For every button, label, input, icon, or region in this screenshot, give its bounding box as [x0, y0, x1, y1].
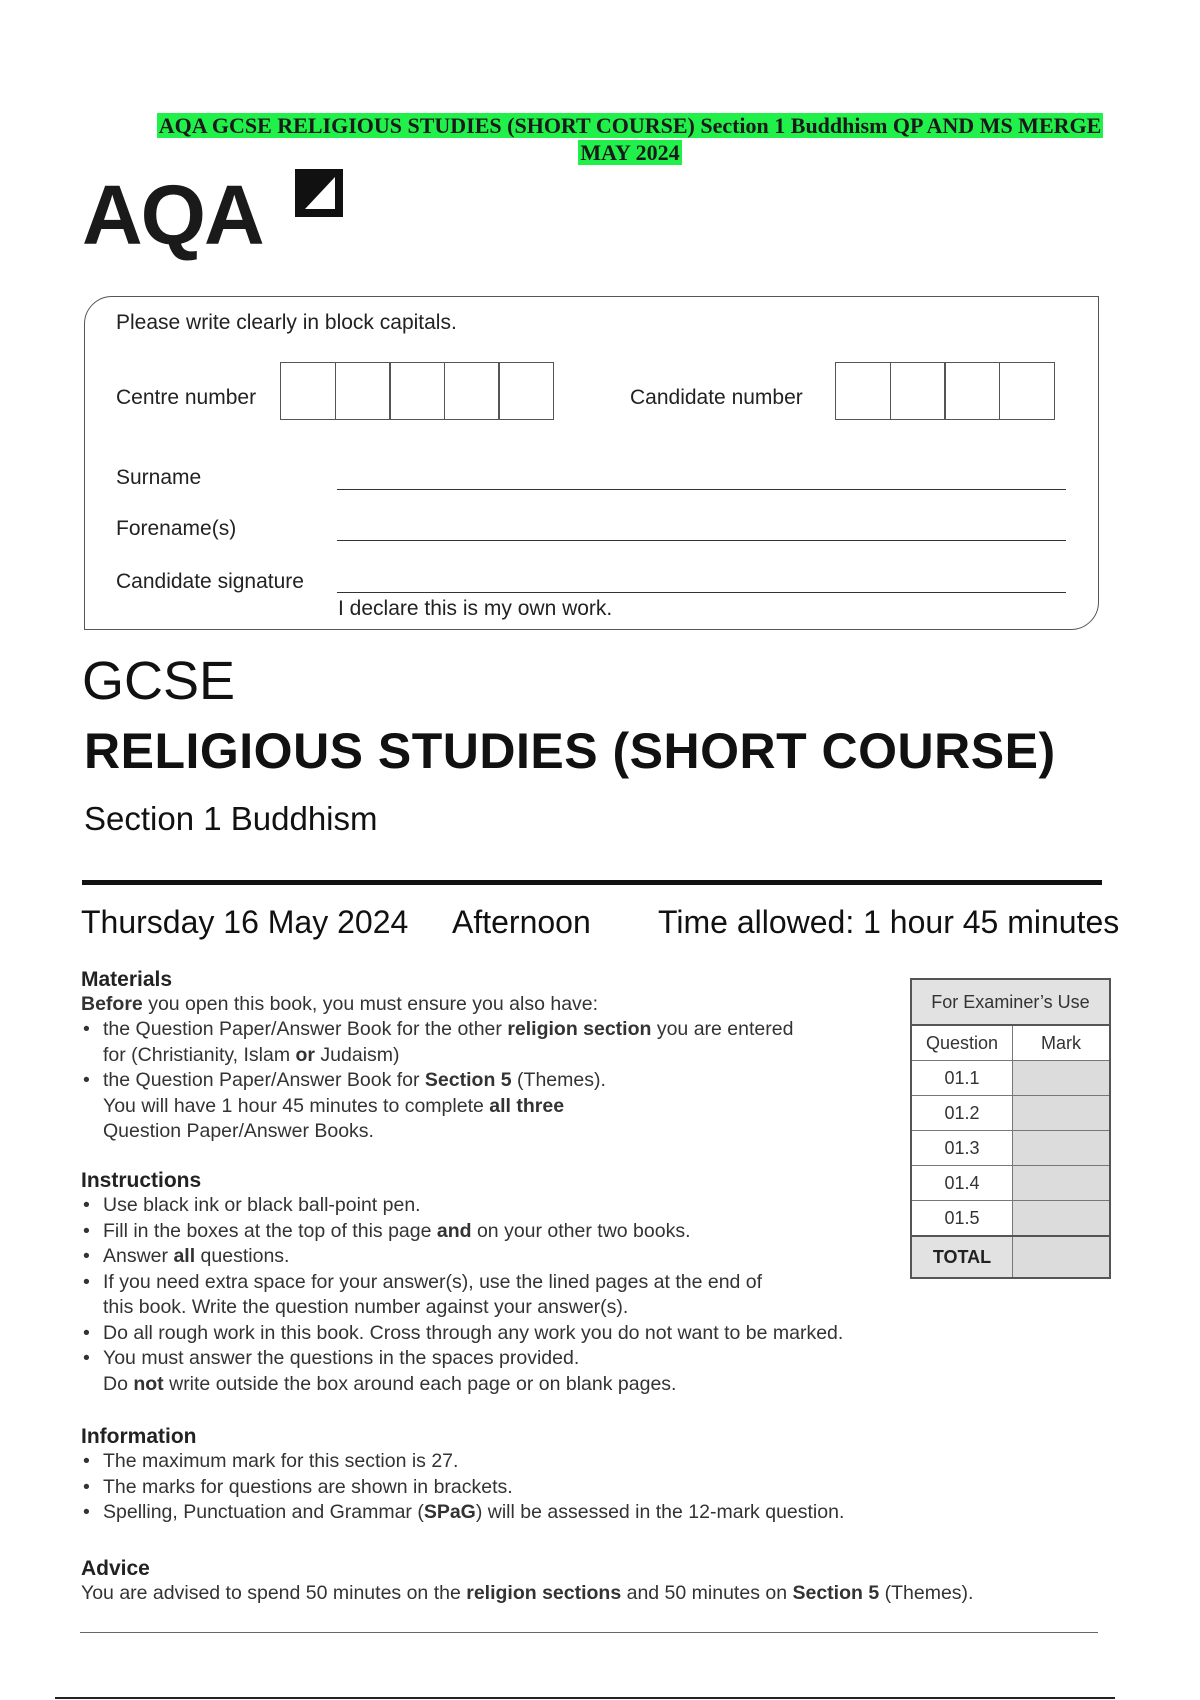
- materials-section: [81, 968, 821, 1145]
- candidate-number-box[interactable]: [835, 362, 891, 420]
- centre-number-box[interactable]: [389, 362, 445, 420]
- advice-section: [81, 1557, 1081, 1606]
- candidate-number-box[interactable]: [890, 362, 946, 420]
- list-item: • Fill in the boxes at the top of this page and on your other two books.: [81, 1219, 941, 1245]
- table-row: [912, 1166, 1109, 1201]
- table-row: [912, 1096, 1109, 1131]
- list-item: • Do all rough work in this book. Cross through any work you do not want to be marked.: [81, 1321, 941, 1347]
- declaration-text: I declare this is my own work.: [338, 597, 613, 620]
- question-number: 01.4: [912, 1166, 1013, 1200]
- materials-intro: Before you open this book, you must ensure you also have:: [81, 993, 599, 1015]
- time-allowed: Time allowed: 1 hour 45 minutes: [658, 904, 1120, 940]
- total-mark-cell: [1013, 1237, 1109, 1277]
- centre-number-box[interactable]: [444, 362, 500, 420]
- advice-text: You are advised to spend 50 minutes on the religion sections and 50 minutes on Section 5 (Themes).: [81, 1582, 974, 1604]
- table-header-row: [912, 1026, 1109, 1061]
- candidate-number-box[interactable]: [999, 362, 1055, 420]
- forename-label: Forename(s): [116, 517, 237, 540]
- banner-line-2: MAY 2024: [580, 140, 680, 165]
- surname-label: Surname: [116, 466, 202, 489]
- list-item: • the Question Paper/Answer Book for Section 5 (Themes). You will have 1 hour 45 minutes to complete all three Question Paper/Answer Books.: [81, 1068, 821, 1145]
- aqa-logo-text: AQA: [82, 168, 263, 262]
- candidate-number-boxes[interactable]: [835, 362, 1055, 420]
- aqa-logo-mark-icon: [287, 165, 347, 225]
- question-number: 01.5: [912, 1201, 1013, 1235]
- centre-number-box[interactable]: [498, 362, 554, 420]
- page-bottom-rule: [55, 1697, 1115, 1699]
- centre-number-box[interactable]: [335, 362, 391, 420]
- question-number: 01.3: [912, 1131, 1013, 1165]
- candidate-number-label: Candidate number: [630, 386, 803, 409]
- list-item: • Spelling, Punctuation and Grammar (SPaG) will be assessed in the 12-mark question.: [81, 1500, 941, 1526]
- list-item: • The maximum mark for this section is 27.: [81, 1449, 941, 1475]
- question-number: 01.1: [912, 1061, 1013, 1095]
- total-label: TOTAL: [912, 1237, 1013, 1277]
- title-divider: [82, 880, 1102, 885]
- mark-cell: [1013, 1166, 1109, 1200]
- centre-number-label: Centre number: [116, 386, 257, 409]
- list-item: • Use black ink or black ball-point pen.: [81, 1193, 941, 1219]
- mark-cell: [1013, 1061, 1109, 1095]
- footer-divider: [80, 1632, 1098, 1633]
- signature-label: Candidate signature: [116, 570, 304, 593]
- mark-cell: [1013, 1096, 1109, 1130]
- aqa-logo: [82, 165, 352, 265]
- table-row: [912, 1201, 1109, 1235]
- question-number: 01.2: [912, 1096, 1013, 1130]
- forename-field[interactable]: [337, 540, 1066, 541]
- examiners-use-table: [910, 978, 1111, 1279]
- centre-number-box[interactable]: [280, 362, 336, 420]
- materials-heading: Materials: [81, 968, 173, 991]
- question-column-header: Question: [912, 1026, 1013, 1060]
- subject-title: RELIGIOUS STUDIES (SHORT COURSE): [84, 723, 1056, 779]
- examiners-use-title: For Examiner’s Use: [912, 980, 1109, 1026]
- banner-line-1: AQA GCSE RELIGIOUS STUDIES (SHORT COURSE) Section 1 Buddhism QP AND MS MERGE: [158, 113, 1102, 138]
- table-row: [912, 1061, 1109, 1096]
- surname-field[interactable]: [337, 489, 1066, 490]
- instructions-section: [81, 1169, 941, 1397]
- exam-session: Afternoon: [452, 904, 591, 940]
- list-item: • The marks for questions are shown in brackets.: [81, 1475, 941, 1501]
- candidate-number-box[interactable]: [944, 362, 1000, 420]
- qualification-level: GCSE: [82, 651, 236, 711]
- section-title: Section 1 Buddhism: [84, 800, 378, 837]
- information-heading: Information: [81, 1425, 197, 1448]
- mark-cell: [1013, 1201, 1109, 1235]
- list-item: • the Question Paper/Answer Book for the other religion section you are entered for (Christianity, Islam or Judaism): [81, 1017, 821, 1068]
- centre-number-boxes[interactable]: [280, 362, 554, 420]
- list-item: • If you need extra space for your answer(s), use the lined pages at the end of this book. Write the question number against your answer(s).: [81, 1270, 941, 1321]
- signature-field[interactable]: [337, 592, 1066, 593]
- block-capitals-instruction: Please write clearly in block capitals.: [116, 311, 457, 334]
- instructions-heading: Instructions: [81, 1169, 202, 1192]
- exam-date: Thursday 16 May 2024: [81, 904, 409, 940]
- list-item: • You must answer the questions in the spaces provided. Do not write outside the box around each page or on blank pages.: [81, 1346, 941, 1397]
- mark-column-header: Mark: [1013, 1026, 1109, 1060]
- table-row: [912, 1131, 1109, 1166]
- list-item: • Answer all questions.: [81, 1244, 941, 1270]
- document-title-banner: [100, 112, 1160, 166]
- information-section: [81, 1425, 941, 1526]
- mark-cell: [1013, 1131, 1109, 1165]
- advice-heading: Advice: [81, 1557, 150, 1580]
- total-row: [912, 1235, 1109, 1277]
